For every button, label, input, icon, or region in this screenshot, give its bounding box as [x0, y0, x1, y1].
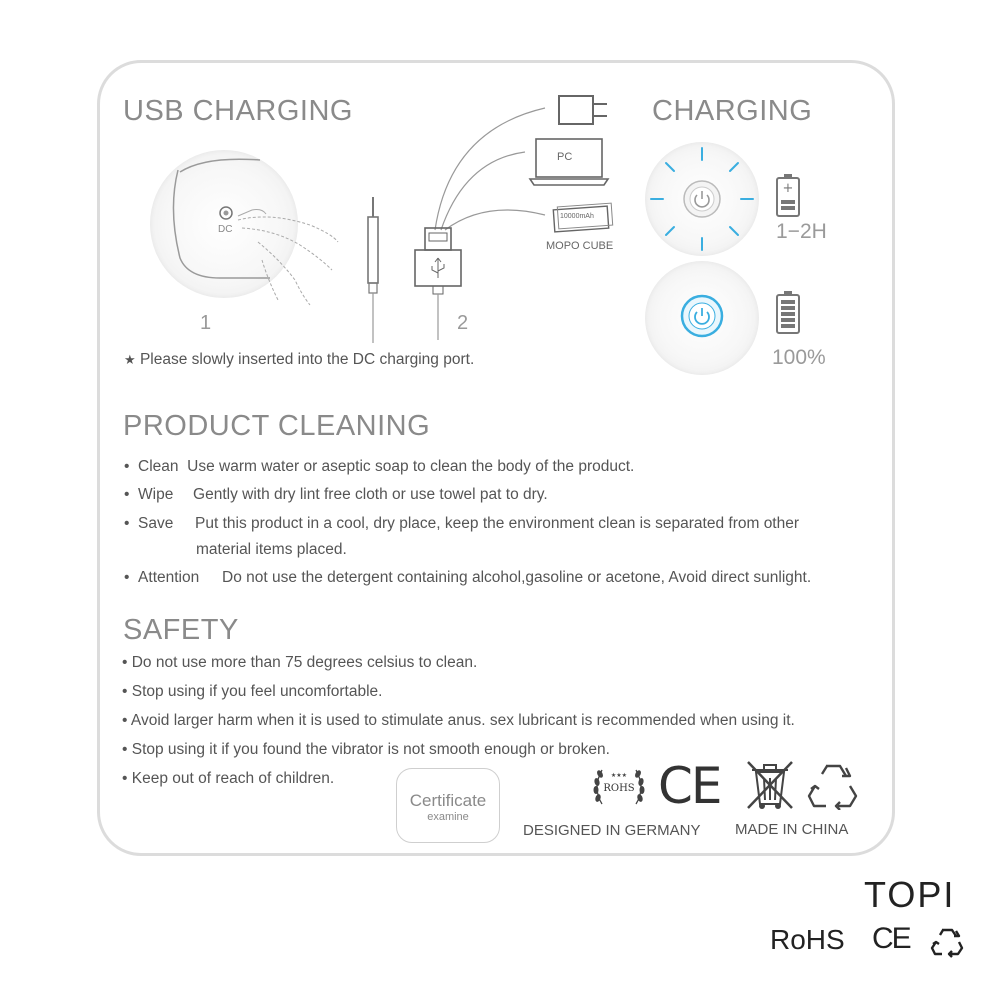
cleaning-item-continued: material items placed. — [196, 541, 347, 558]
cleaning-item-label: Save — [138, 515, 174, 532]
cleaning-item-label: Clean — [138, 458, 179, 475]
safety-item — [122, 770, 334, 788]
certificate-badge — [396, 768, 500, 843]
brand-name: TOPI — [864, 874, 956, 915]
powerbank-capacity: 10000mAh — [560, 213, 594, 220]
battery-full-icon — [775, 290, 801, 336]
bullet-dot: • — [124, 569, 139, 586]
footer-ce: CE — [872, 922, 910, 955]
usb-charging-title: USB CHARGING — [123, 95, 353, 127]
svg-text:+: + — [782, 181, 794, 196]
safety-item-text: Stop using it if you found the vibrator is not smooth enough or broken. — [131, 741, 610, 758]
full-power-button — [645, 261, 759, 375]
safety-item-text: Do not use more than 75 degrees celsius to clean. — [131, 654, 478, 671]
bullet-dot: • — [124, 458, 139, 475]
safety-item-text: Stop using if you feel uncomfortable. — [131, 683, 383, 700]
charging-note-text: Please slowly inserted into the DC charging port. — [139, 351, 475, 368]
bullet-dot: • — [124, 515, 139, 532]
charging-note — [124, 351, 474, 369]
cleaning-item-text: Put this product in a cool, dry place, keep the environment clean is separated from other — [195, 515, 800, 532]
weee-bin-icon — [744, 758, 796, 814]
step-1-label: 1 — [200, 312, 212, 334]
bullet-dot: • — [124, 486, 139, 503]
safety-item — [122, 741, 610, 759]
cleaning-item — [124, 569, 811, 587]
rohs-seal-icon — [590, 762, 648, 812]
cleaning-item — [124, 515, 799, 533]
safety-title: SAFETY — [123, 614, 239, 646]
footer-rohs: RoHS — [770, 924, 845, 955]
step-2-label: 2 — [457, 312, 469, 334]
dc-plug-icon — [355, 195, 395, 345]
hand-plugging-illustration — [150, 150, 350, 320]
cleaning-item-text: Gently with dry lint free cloth or use towel pat to dry. — [193, 486, 548, 503]
ce-mark: CE — [658, 757, 721, 815]
rohs-seal-text: ROHS — [603, 783, 635, 794]
bullet-dot: • — [122, 654, 132, 671]
cleaning-item — [124, 486, 548, 504]
powerbank-name: MOPO CUBE — [546, 240, 614, 252]
bullet-dot: • — [122, 741, 132, 758]
cleaning-item-text: Use warm water or aseptic soap to clean the body of the product. — [187, 458, 635, 475]
pc-label: PC — [557, 151, 573, 163]
certificate-line2: examine — [427, 811, 469, 823]
battery-charging-icon — [775, 173, 801, 219]
charging-title: CHARGING — [652, 95, 813, 127]
bullet-dot: • — [122, 683, 132, 700]
cleaning-title: PRODUCT CLEANING — [123, 410, 431, 442]
svg-text:★★★: ★★★ — [610, 773, 628, 779]
charging-full: 100% — [772, 346, 826, 369]
bullet-dot: • — [122, 712, 131, 729]
safety-item — [122, 654, 477, 672]
bullet-dot: • — [122, 770, 132, 787]
cleaning-item-label: Wipe — [138, 486, 174, 503]
safety-item-text: Keep out of reach of children. — [131, 770, 335, 787]
charging-time: 1−2H — [776, 220, 827, 243]
certificate-line1: Certificate — [409, 791, 487, 810]
cleaning-item-label: Attention — [138, 569, 200, 586]
made-in-label: MADE IN CHINA — [735, 821, 849, 838]
safety-item-text: Avoid larger harm when it is used to stimulate anus. sex lubricant is recommended when using it. — [130, 712, 795, 729]
cleaning-item — [124, 458, 634, 476]
safety-item — [122, 712, 795, 730]
charging-power-button — [645, 142, 759, 256]
designed-in-label: DESIGNED IN GERMANY — [523, 822, 701, 839]
recycle-icon — [806, 760, 860, 810]
safety-item — [122, 683, 382, 701]
wall-adapter-icon — [555, 92, 615, 132]
star-icon: ★ — [124, 352, 136, 367]
powerbank-icon — [548, 200, 618, 240]
footer-recycle-icon — [930, 926, 964, 958]
cleaning-item-text: Do not use the detergent containing alcohol,gasoline or acetone, Avoid direct sunlight. — [222, 569, 812, 586]
dc-port-label: DC — [218, 224, 233, 235]
